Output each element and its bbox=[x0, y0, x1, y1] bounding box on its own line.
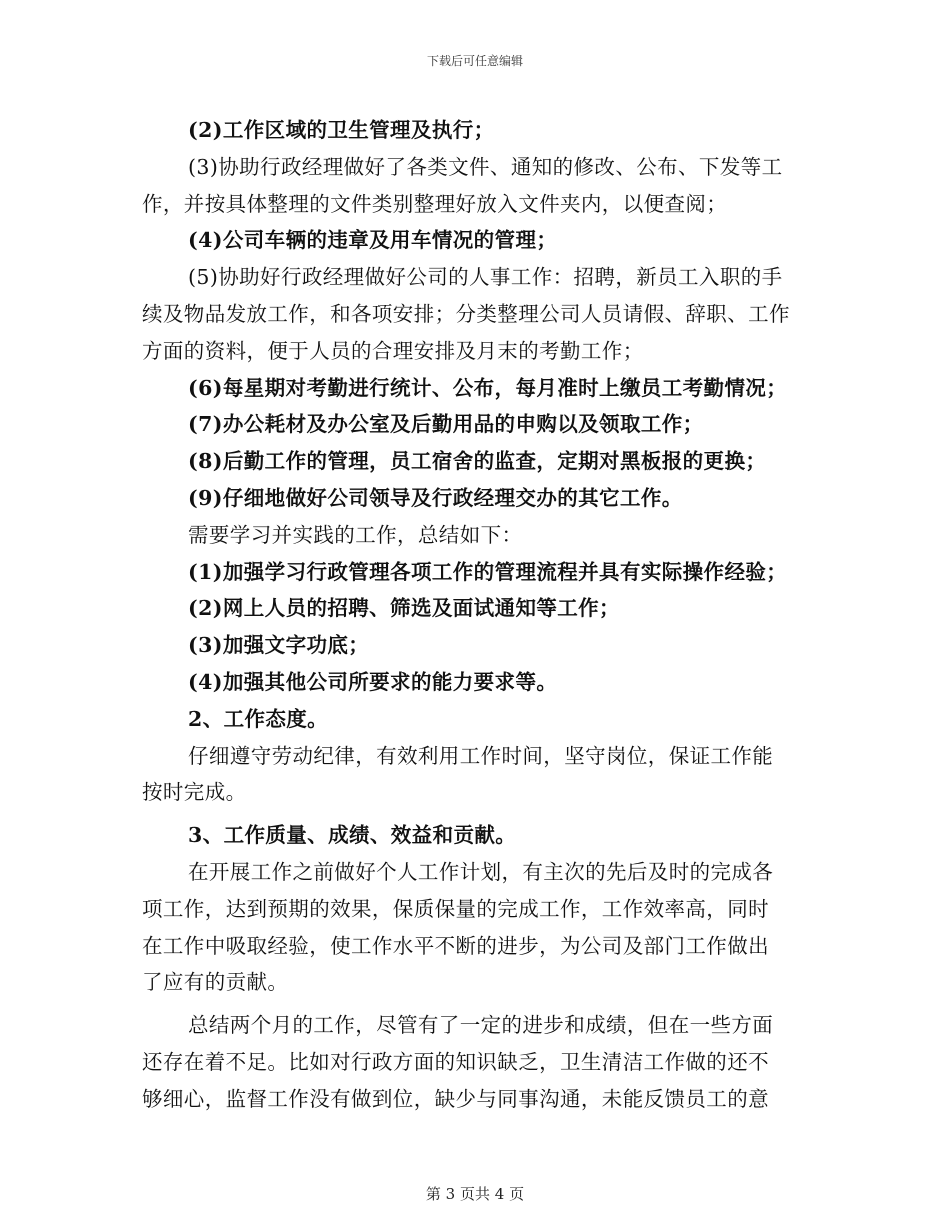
paragraph-line: 在开展工作之前做好个人工作计划，有主次的先后及时的完成各 bbox=[188, 859, 774, 884]
list-item: (6)每星期对考勤进行统计、公布，每月准时上缴员工考勤情况； bbox=[188, 375, 788, 400]
paragraph-line: 在工作中吸取经验，使工作水平不断的进步，为公司及部门工作做出 bbox=[142, 933, 769, 958]
list-item: (5)协助好行政经理做好公司的人事工作：招聘，新员工入职的手 bbox=[188, 265, 783, 290]
paragraph-line: 需要学习并实践的工作，总结如下： bbox=[188, 522, 523, 547]
paragraph-line: 还存在着不足。比如对行政方面的知识缺乏，卫生清洁工作做的还不 bbox=[142, 1049, 769, 1074]
list-item: (9)仔细地做好公司领导及行政经理交办的其它工作。 bbox=[188, 485, 683, 510]
list-item: (3)协助行政经理做好了各类文件、通知的修改、公布、下发等工 bbox=[188, 154, 783, 179]
paragraph-line: 了应有的贡献。 bbox=[142, 970, 289, 995]
paragraph-line: 作，并按具体整理的文件类别整理好放入文件夹内，以便查阅； bbox=[142, 191, 728, 216]
section-heading: 2、工作态度。 bbox=[188, 706, 329, 731]
paragraph-line: 够细心，监督工作没有做到位，缺少与同事沟通，未能反馈员工的意 bbox=[142, 1086, 769, 1111]
section-heading: 3、工作质量、成绩、效益和贡献。 bbox=[188, 823, 517, 848]
paragraph-line: 续及物品发放工作，和各项安排；分类整理公司人员请假、辞职、工作 bbox=[142, 301, 790, 326]
page-footer: 第 3 页共 4 页 bbox=[425, 1185, 525, 1203]
list-item: (1)加强学习行政管理各项工作的管理流程并具有实际操作经验； bbox=[188, 559, 788, 584]
paragraph-line: 项工作，达到预期的效果，保质保量的完成工作，工作效率高，同时 bbox=[142, 896, 769, 921]
paragraph-line: 总结两个月的工作，尽管有了一定的进步和成绩，但在一些方面 bbox=[188, 1013, 774, 1038]
page-header: 下载后可任意编辑 bbox=[426, 54, 523, 68]
list-item: (7)办公耗材及办公室及后勤用品的申购以及领取工作； bbox=[188, 412, 704, 437]
list-item: (3)加强文字功底； bbox=[188, 633, 370, 658]
list-item: (2)网上人员的招聘、筛选及面试通知等工作； bbox=[188, 596, 620, 621]
paragraph-line: 方面的资料，便于人员的合理安排及月末的考勤工作； bbox=[142, 338, 644, 363]
list-item: (4)加强其他公司所要求的能力要求等。 bbox=[188, 669, 558, 694]
list-item: (8)后勤工作的管理，员工宿舍的监查，定期对黑板报的更换； bbox=[188, 449, 767, 474]
paragraph-line: 按时完成。 bbox=[142, 780, 247, 805]
list-item: (2)工作区域的卫生管理及执行； bbox=[188, 118, 495, 142]
list-item: (4)公司车辆的违章及用车情况的管理； bbox=[188, 228, 558, 253]
document-body bbox=[142, 112, 807, 1118]
paragraph-line: 仔细遵守劳动纪律，有效利用工作时间，坚守岗位，保证工作能 bbox=[188, 743, 774, 768]
